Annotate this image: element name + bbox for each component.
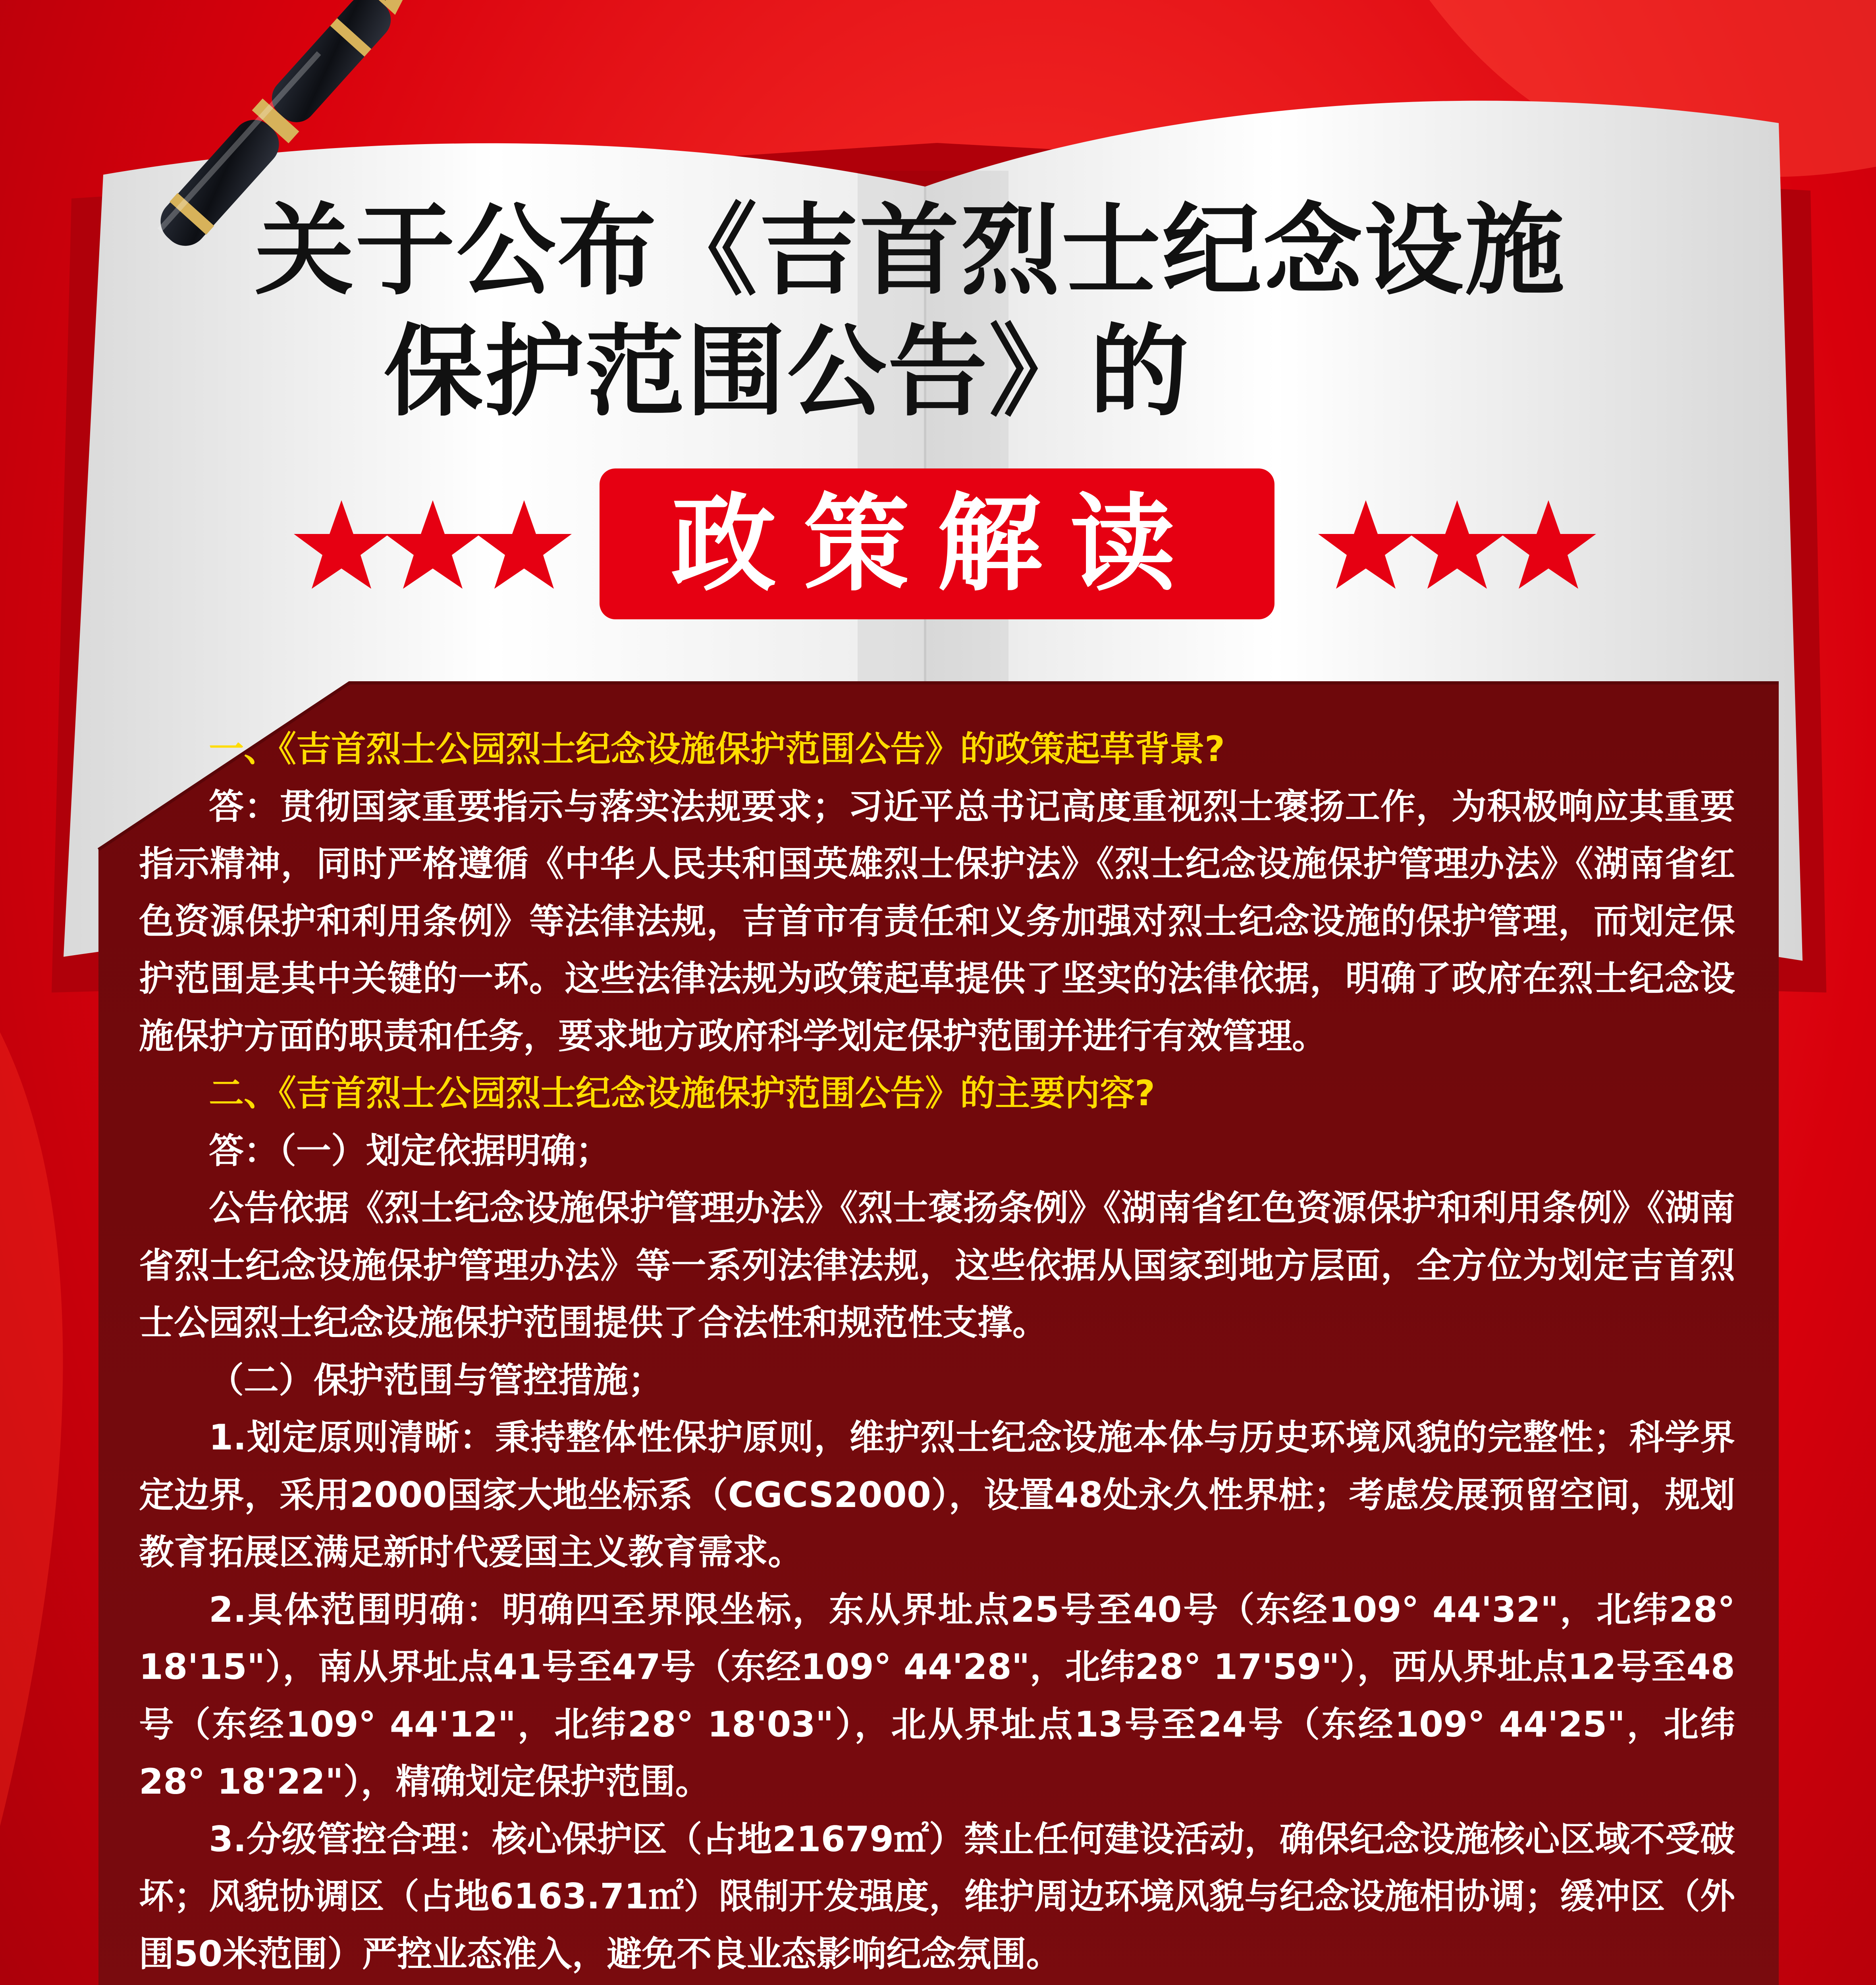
section2-item-3: 3.分级管控合理：核心保护区（占地21679㎡）禁止任何建设活动，确保纪念设施核心区域不受破坏；风貌协调区（占地6163.71㎡）限制开发强度，维护周边环境风貌与纪念设施相协调；缓冲区（外围50米范围）严控业态准入，避免不良业态影响纪念氛围。 — [139, 1818, 1735, 1974]
policy-content — [139, 721, 1735, 1985]
star-icon — [294, 500, 572, 592]
page-title-line2: 保护范围公告》的 — [384, 313, 1191, 430]
policy-interpretation-badge: 政策解读 — [600, 468, 1274, 619]
section1-heading: 一、《吉首烈士公园烈士纪念设施保护范围公告》的政策起草背景? — [209, 728, 1225, 769]
star-icon — [1318, 500, 1596, 592]
section2-item-1: 1.划定原则清晰：秉持整体性保护原则，维护烈士纪念设施本体与历史环境风貌的完整性；科学界定边界，采用2000国家大地坐标系（CGCS2000），设置48处永久性界桩；考虑发展预留空间，规划教育拓展区满足新时代爱国主义教育需求。 — [139, 1417, 1735, 1573]
section1-answer: 答：贯彻国家重要指示与落实法规要求；习近平总书记高度重视烈士褒扬工作，为积极响应其重要指示精神，同时严格遵循《中华人民共和国英雄烈士保护法》《烈士纪念设施保护管理办法》《湖南省红色资源保护和利用条例》等法律法规，吉首市有责任和义务加强对烈士纪念设施的保护管理，而划定保护范围是其中关键的一环。这些法律法规为政策起草提供了坚实的法律依据，明确了政府在烈士纪念设施保护方面的职责和任务，要求地方政府科学划定保护范围并进行有效管理。 — [139, 786, 1735, 1056]
section2-heading: 二、《吉首烈士公园烈士纪念设施保护范围公告》的主要内容? — [209, 1073, 1155, 1114]
section2-subheading-2: （二）保护范围与管控措施； — [209, 1359, 663, 1401]
section2-subheading-1: 答：（一）划定依据明确； — [209, 1130, 611, 1171]
section2-subheading-3 — [139, 1983, 1735, 1985]
section2-paragraph-1: 公告依据《烈士纪念设施保护管理办法》《烈士褒扬条例》《湖南省红色资源保护和利用条例》《湖南省烈士纪念设施保护管理办法》等一系列法律法规，这些依据从国家到地方层面，全方位为划定吉首烈士公园烈士纪念设施保护范围提供了合法性和规范性支撑。 — [139, 1187, 1735, 1343]
page-title-line1: 关于公布《吉首烈士纪念设施 — [255, 192, 1566, 308]
section2-item-2: 2.具体范围明确：明确四至界限坐标，东从界址点25号至40号（东经109° 44'32"，北纬28° 18'15"），南从界址点41号至47号（东经109° 44'28"，北纬28° 17'59"），西从界址点12号至48号（东经109° 44'12"，北纬28° 18'03"），北从界址点13号至24号（东经109° 44'25"，北纬28° 18'22"），精确划定保护范围。 — [139, 1589, 1735, 1802]
